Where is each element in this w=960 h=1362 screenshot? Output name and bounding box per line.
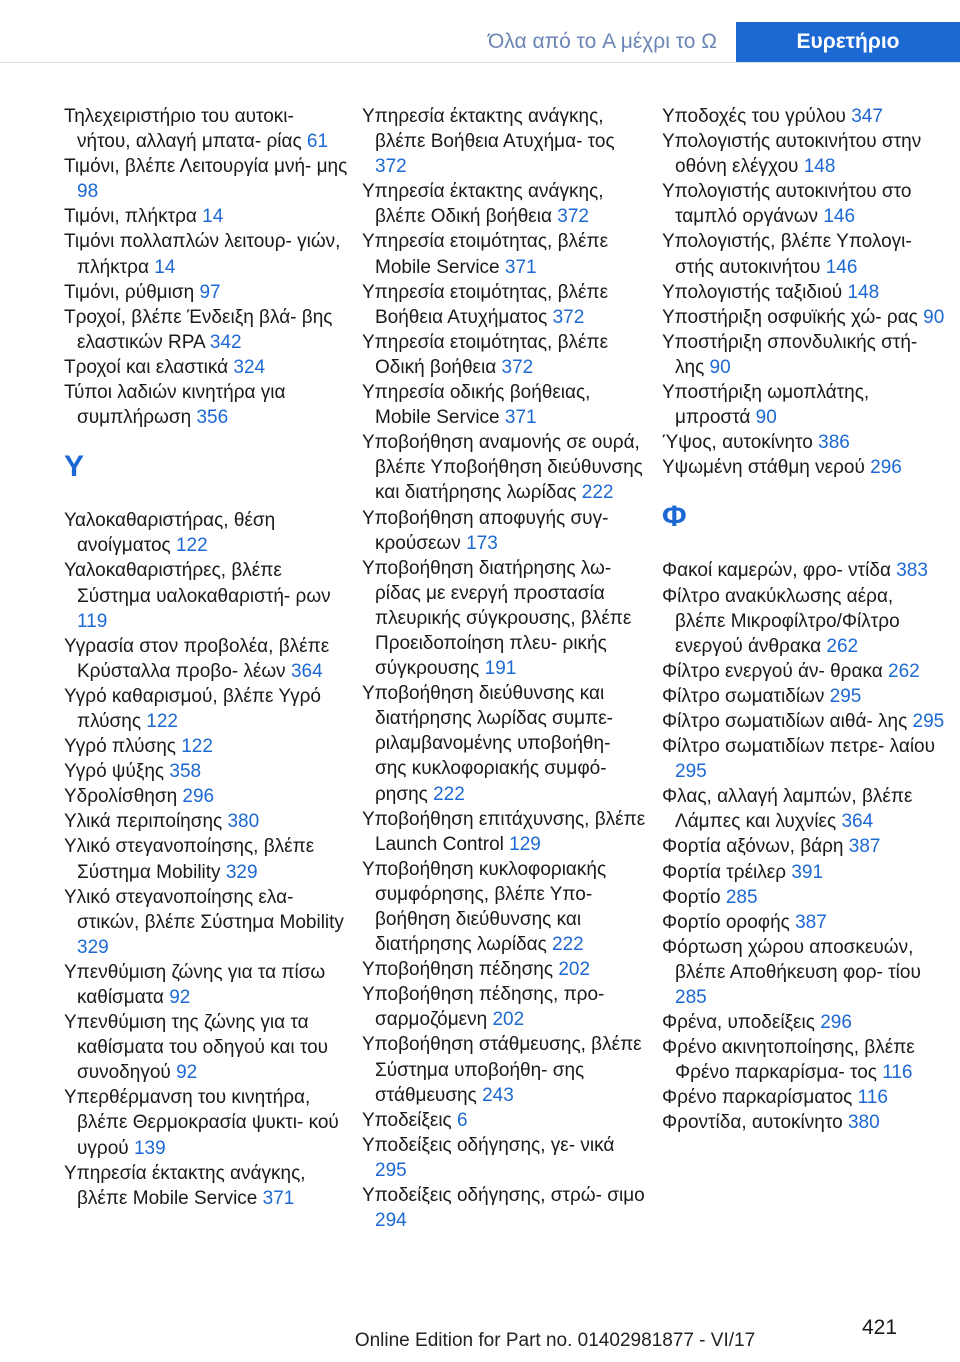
index-entry: [662, 659, 946, 684]
page-reference-link[interactable]: 371: [504, 256, 537, 278]
page-reference-link[interactable]: 324: [233, 356, 266, 378]
page-reference-link[interactable]: 380: [847, 1112, 880, 1134]
index-term: Υποβοήθηση διατήρησης λω‐ ρίδας με ενεργή προστασία πλευρικής σύγκρουσης, βλέπε Προειδοποίηση πλευ‐ ρικής σύγκρουσης: [362, 557, 632, 680]
index-entry: [362, 380, 646, 430]
index-letter-heading: Υ: [64, 450, 85, 484]
page-reference-link[interactable]: 6: [456, 1109, 468, 1131]
page-reference-link[interactable]: 364: [841, 811, 874, 833]
index-entry: [662, 734, 946, 784]
index-term: Φακοί καμερών, φρο‐ ντίδα: [662, 560, 891, 582]
page-reference-link[interactable]: 243: [482, 1084, 514, 1106]
page-reference-link[interactable]: 119: [77, 610, 108, 632]
page-reference-link[interactable]: 387: [848, 836, 881, 858]
page-reference-link[interactable]: 146: [823, 206, 856, 228]
page-reference-link[interactable]: 387: [795, 911, 827, 933]
index-term: Υπολογιστής ταξιδιού: [662, 281, 843, 303]
page-reference-link[interactable]: 386: [818, 432, 850, 454]
index-entry: [662, 860, 946, 885]
index-term: Φορτίο οροφής: [662, 911, 790, 933]
index-term: Φορτία αξόνων, βάρη: [662, 836, 844, 858]
index-entry: [362, 506, 646, 556]
index-column-3: [662, 104, 946, 1136]
index-entry: [662, 834, 946, 859]
index-term: Υποδείξεις: [362, 1109, 452, 1131]
page-reference-link[interactable]: 262: [826, 635, 859, 657]
index-entry: [64, 960, 348, 1010]
page-reference-link[interactable]: 372: [375, 156, 407, 178]
page-reference-link[interactable]: 90: [755, 407, 777, 429]
index-column-2: [362, 104, 646, 1233]
index-term: Φροντίδα, αυτοκίνητο: [662, 1112, 843, 1134]
page-reference-link[interactable]: 122: [175, 535, 208, 557]
index-entry: [662, 885, 946, 910]
index-entry: [362, 1108, 646, 1133]
index-term: Υποστήριξη οσφυϊκής χώ‐ ρας: [662, 306, 918, 328]
page-reference-link[interactable]: 222: [581, 482, 614, 504]
index-entry: [64, 684, 348, 734]
index-entry: [662, 684, 946, 709]
index-term: Φορτία τρέιλερ: [662, 861, 787, 883]
page-reference-link[interactable]: 371: [262, 1187, 295, 1209]
index-term: Υψωμένη στάθμη νερού: [662, 457, 865, 479]
index-term: Υλικά περιποίησης: [64, 811, 223, 833]
index-term: Φίλτρο ενεργού άν‐ θρακα: [662, 660, 883, 682]
page-reference-link[interactable]: 285: [675, 987, 707, 1008]
index-term: Υποβοήθηση επιτάχυνσης, βλέπε Launch Control: [362, 808, 646, 855]
index-entry: [362, 179, 646, 229]
index-term: Υποβοήθηση αποφυγής συγ‐ κρούσεων: [362, 507, 609, 554]
index-term: Τύποι λαδιών κινητήρα για συμπλήρωση: [64, 382, 286, 429]
index-term: Τηλεχειριστήριο του αυτοκι‐ νήτου, αλλαγή μπατα‐ ρίας: [64, 106, 302, 153]
index-entry: [662, 430, 946, 455]
index-entry: [662, 229, 946, 279]
page-reference-link[interactable]: 358: [169, 761, 202, 783]
page-reference-link[interactable]: 372: [557, 206, 589, 228]
index-entry: [64, 355, 348, 380]
index-term: Υπενθύμιση ζώνης για τα πίσω καθίσματα: [64, 961, 326, 1008]
index-entry: [362, 857, 646, 957]
page-reference-link[interactable]: 92: [169, 987, 191, 1008]
index-entry: [64, 154, 348, 204]
index-term: Φίλτρο σωματιδίων πετρε‐ λαίου: [662, 736, 936, 758]
index-entry: [362, 1032, 646, 1107]
page-reference-link[interactable]: 222: [552, 934, 584, 956]
page-reference-link[interactable]: 295: [829, 685, 862, 707]
page-reference-link[interactable]: 391: [791, 861, 824, 883]
index-column-1: [64, 104, 348, 1211]
index-entry: [64, 734, 348, 759]
page-reference-link[interactable]: 383: [896, 560, 928, 582]
index-term: Υπηρεσία έκτακτης ανάγκης, βλέπε Οδική βοήθεια: [362, 181, 604, 228]
page-reference-link[interactable]: 342: [209, 331, 242, 353]
page-reference-link[interactable]: 14: [154, 256, 176, 278]
page-reference-link[interactable]: 296: [870, 457, 902, 479]
index-entry: [362, 556, 646, 681]
index-entry: [662, 910, 946, 935]
page-reference-link[interactable]: 364: [290, 660, 323, 682]
page-reference-link[interactable]: 295: [375, 1159, 407, 1181]
index-entry: [64, 229, 348, 279]
page-reference-link[interactable]: 380: [227, 811, 260, 833]
page-reference-link[interactable]: 295: [912, 710, 945, 732]
page-reference-link[interactable]: 122: [146, 710, 178, 732]
index-entry: [662, 305, 946, 330]
page-reference-link[interactable]: 262: [888, 660, 920, 682]
index-term: Φρένα, υποδείξεις: [662, 1012, 815, 1034]
index-term: Υαλοκαθαριστήρες, βλέπε Σύστημα υαλοκαθαριστή‐ ρων: [64, 560, 331, 607]
index-entry: [662, 935, 946, 1010]
index-term: Υποβοήθηση στάθμευσης, βλέπε Σύστημα υποβοήθη‐ σης στάθμευσης: [362, 1034, 642, 1106]
index-entry: [64, 809, 348, 834]
page-reference-link[interactable]: 329: [77, 936, 109, 958]
page-reference-link[interactable]: 148: [847, 281, 880, 303]
page-reference-link[interactable]: 146: [825, 256, 858, 278]
index-entry: [662, 1035, 946, 1085]
index-entry: [362, 280, 646, 330]
index-term: Τροχοί και ελαστικά: [64, 356, 229, 378]
index-term: Ύψος, αυτοκίνητο: [662, 432, 813, 454]
page-reference-link[interactable]: 295: [675, 761, 707, 783]
index-term: Υποβοήθηση πέδησης, προ‐ σαρμοζόμενη: [362, 984, 605, 1031]
index-term: Φίλτρο ανακύκλωσης αέρα, βλέπε Μικροφίλτρο/Φίλτρο ενεργού άνθρακα: [662, 585, 900, 657]
index-term: Υπηρεσία έκτακτης ανάγκης, βλέπε Βοήθεια Ατυχήμα‐ τος: [362, 106, 615, 153]
page-reference-link[interactable]: 285: [725, 886, 758, 908]
index-term: Υγρό ψύξης: [64, 761, 165, 783]
index-group: [64, 508, 348, 1211]
index-group: [662, 558, 946, 1135]
index-term: Υγρασία στον προβολέα, βλέπε Κρύσταλλα προβο‐ λέων: [64, 635, 330, 682]
page-reference-link[interactable]: 371: [504, 407, 537, 429]
page-reference-link[interactable]: 129: [509, 833, 541, 855]
index-entry: [362, 957, 646, 982]
page-reference-link[interactable]: 296: [182, 786, 215, 808]
page-reference-link[interactable]: 97: [199, 281, 221, 303]
index-entry: [662, 280, 946, 305]
index-entry: [662, 784, 946, 834]
page-reference-link[interactable]: 191: [484, 658, 517, 680]
page-reference-link[interactable]: 202: [492, 1009, 525, 1031]
page-reference-link[interactable]: 148: [803, 156, 836, 178]
index-entry: [64, 1161, 348, 1211]
page-reference-link[interactable]: 90: [709, 356, 731, 378]
index-term: Υποστήριξη σπονδυλικής στή‐ λης: [662, 331, 918, 378]
index-term: Υπηρεσία έκτακτης ανάγκης, βλέπε Mobile Service: [64, 1162, 306, 1209]
page-reference-link[interactable]: 347: [851, 106, 883, 127]
index-term: Υπηρεσία οδικής βοήθειας, Mobile Service: [362, 382, 591, 429]
index-term: Υπηρεσία ετοιμότητας, βλέπε Οδική βοήθεια: [362, 331, 609, 378]
index-entry: [64, 280, 348, 305]
index-term: Τιμόνι, πλήκτρα: [64, 206, 197, 228]
index-term: Υποβοήθηση αναμονής σε ουρά, βλέπε Υποβοήθηση διεύθυνσης και διατήρησης λωρίδας: [362, 432, 643, 504]
index-term: Υπολογιστής αυτοκινήτου στην οθόνη ελέγχου: [662, 131, 922, 178]
index-term: Υγρό πλύσης: [64, 736, 176, 758]
index-term: Υπηρεσία ετοιμότητας, βλέπε Βοήθεια Ατυχήματος: [362, 281, 609, 328]
page-reference-link[interactable]: 116: [882, 1062, 913, 1084]
index-entry: [64, 508, 348, 558]
index-entry: [362, 104, 646, 179]
index-term: Υλικό στεγανοποίησης ελα‐ στικών, βλέπε Σύστημα Mobility: [64, 886, 344, 933]
index-entry: [64, 759, 348, 784]
page-reference-link[interactable]: 139: [133, 1137, 166, 1159]
index-entry: [362, 1133, 646, 1183]
page-reference-link[interactable]: 356: [196, 407, 229, 429]
page-reference-link[interactable]: 92: [176, 1062, 198, 1084]
index-term: Υγρό καθαρισμού, βλέπε Υγρό πλύσης: [64, 685, 321, 732]
index-entry: [64, 204, 348, 229]
page-reference-link[interactable]: 222: [433, 783, 465, 805]
index-term: Φίλτρο σωματιδίων: [662, 685, 825, 707]
index-entry: [64, 634, 348, 684]
index-entry: [64, 380, 348, 430]
index-term: Φόρτωση χώρου αποσκευών, βλέπε Αποθήκευση φορ‐ τίου: [662, 936, 921, 983]
page-reference-link[interactable]: 98: [77, 181, 99, 203]
page-reference-link[interactable]: 14: [202, 206, 224, 228]
index-term: Τιμόνι πολλαπλών λειτουρ‐ γιών, πλήκτρα: [64, 231, 341, 278]
index-entry: [662, 558, 946, 583]
index-term: Υποδείξεις οδήγησης, στρώ‐ σιμο: [362, 1185, 645, 1207]
index-term: Υπολογιστής αυτοκινήτου στο ταμπλό οργάνων: [662, 181, 912, 228]
index-entry: [362, 1183, 646, 1233]
index-entry: [64, 784, 348, 809]
index-term: Φορτίο: [662, 886, 721, 908]
index-entry: [662, 104, 946, 129]
index-entry: [64, 885, 348, 960]
index-term: Υποστήριξη ωμοπλάτης, μπροστά: [662, 382, 870, 429]
index-entry: [64, 1085, 348, 1160]
index-term: Υποδοχές του γρύλου: [662, 106, 846, 127]
index-term: Τιμόνι, βλέπε Λειτουργία μνή‐ μης: [64, 156, 348, 178]
page-reference-link[interactable]: 122: [181, 736, 213, 758]
index-entry: [362, 681, 646, 806]
index-entry: [662, 1110, 946, 1135]
page-reference-link[interactable]: 202: [558, 959, 591, 981]
page-reference-link[interactable]: 329: [225, 861, 258, 883]
index-group: [662, 104, 946, 480]
index-term: Υπολογιστής, βλέπε Υπολογι‐ στής αυτοκινήτου: [662, 231, 912, 278]
index-group: [362, 104, 646, 1233]
index-term: Υποβοήθηση κυκλοφοριακής συμφόρησης, βλέπε Υπο‐ βοήθηση διεύθυνσης και διατήρησης λωρίδας: [362, 858, 607, 956]
index-term: Υλικό στεγανοποίησης, βλέπε Σύστημα Mobility: [64, 836, 315, 883]
index-term: Υποβοήθηση πέδησης: [362, 959, 554, 981]
index-entry: [662, 129, 946, 179]
page-reference-link[interactable]: 296: [820, 1012, 852, 1034]
page-reference-link[interactable]: 294: [375, 1210, 407, 1232]
page-reference-link[interactable]: 372: [552, 306, 585, 328]
index-entry: [64, 558, 348, 633]
section-title: Όλα από το A μέχρι το Ω: [488, 30, 717, 53]
index-entry: [362, 807, 646, 857]
index-entry: [64, 305, 348, 355]
index-term: Υποδείξεις οδήγησης, γε‐ νικά: [362, 1134, 615, 1156]
index-term: Υποβοήθηση διεύθυνσης και διατήρησης λωρίδας συμπε‐ ριλαμβανομένης υποβοήθη‐ σης κυκλοφοριακής συμφό‐ ρησης: [362, 683, 614, 805]
index-letter-heading: Φ: [662, 500, 687, 534]
index-entry: [662, 455, 946, 480]
index-term: Φίλτρο σωματιδίων αιθά‐ λης: [662, 710, 908, 732]
index-entry: [662, 179, 946, 229]
index-entry: [64, 834, 348, 884]
index-term: Υαλοκαθαριστήρας, θέση ανοίγματος: [64, 510, 276, 557]
index-entry: [662, 330, 946, 380]
index-entry: [662, 1010, 946, 1035]
index-entry: [64, 104, 348, 154]
index-term: Τροχοί, βλέπε Ένδειξη βλά‐ βης ελαστικών RPA: [64, 306, 333, 353]
index-entry: [662, 1085, 946, 1110]
index-entry: [662, 584, 946, 659]
page-reference-link[interactable]: 90: [923, 306, 945, 328]
header-divider: [0, 62, 960, 63]
index-term: Φρένο ακινητοποίησης, βλέπε Φρένο παρκαρίσμα‐ τος: [662, 1037, 915, 1084]
page-reference-link[interactable]: 372: [501, 356, 534, 378]
index-group: [64, 104, 348, 430]
tab-index[interactable]: Ευρετήριο: [736, 22, 960, 62]
index-entry: [662, 380, 946, 430]
edition-footer: Online Edition for Part no. 01402981877 - VI/17: [354, 1330, 756, 1351]
index-entry: [362, 330, 646, 380]
index-term: Φρένο παρκαρίσματος: [662, 1087, 853, 1109]
index-term: Υπερθέρμανση του κινητήρα, βλέπε Θερμοκρασία ψυκτι‐ κού υγρού: [64, 1087, 339, 1159]
index-entry: [64, 1010, 348, 1085]
index-entry: [662, 709, 946, 734]
page-number: 421: [862, 1316, 898, 1339]
index-entry: [362, 982, 646, 1032]
index-entry: [362, 229, 646, 279]
page-reference-link[interactable]: 173: [466, 532, 498, 554]
index-term: Φλας, αλλαγή λαμπών, βλέπε Λάμπες και λυχνίες: [662, 786, 913, 833]
index-term: Υπενθύμιση της ζώνης για τα καθίσματα του οδηγού και του συνοδηγού: [64, 1012, 329, 1084]
page-reference-link[interactable]: 116: [857, 1087, 888, 1109]
index-term: Υπηρεσία ετοιμότητας, βλέπε Mobile Service: [362, 231, 609, 278]
page-reference-link[interactable]: 61: [306, 131, 329, 153]
index-entry: [362, 430, 646, 505]
index-term: Τιμόνι, ρύθμιση: [64, 281, 195, 303]
index-term: Υδρολίσθηση: [64, 786, 178, 808]
